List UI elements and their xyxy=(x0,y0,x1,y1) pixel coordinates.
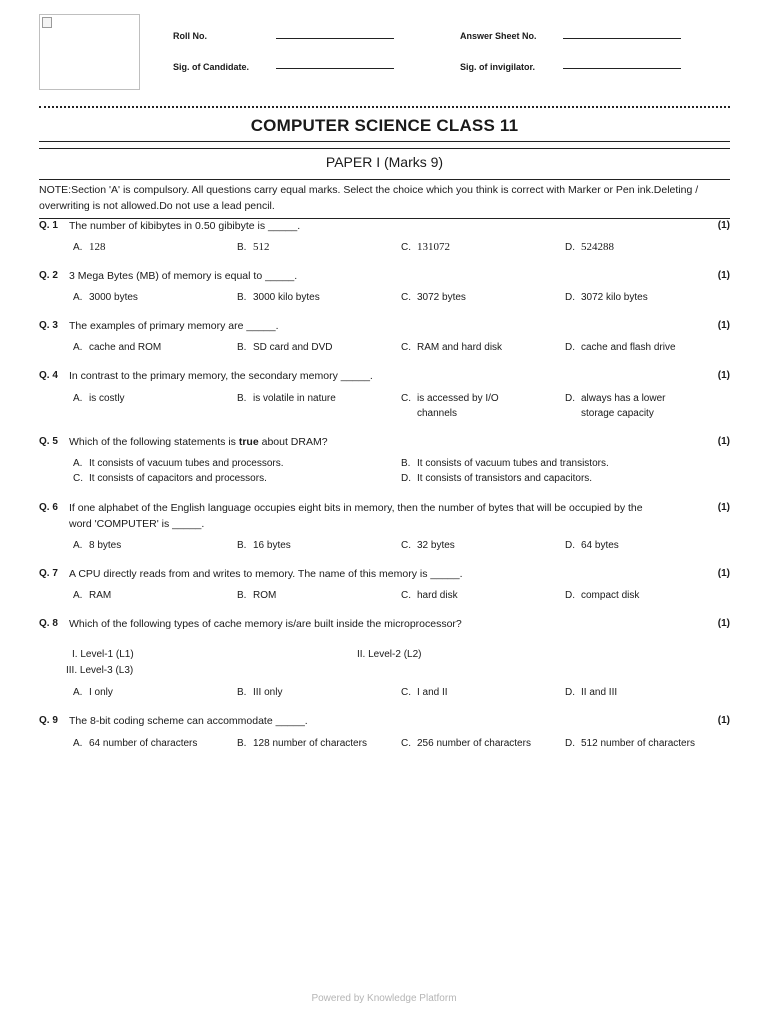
divider xyxy=(39,141,730,142)
option-a[interactable]: A. 128 xyxy=(73,241,106,253)
question-marks: (1) xyxy=(717,270,730,281)
question-marks: (1) xyxy=(717,320,730,331)
option-d[interactable]: D. It consists of transistors and capacitors. xyxy=(401,473,593,484)
option-a[interactable]: A. 3000 bytes xyxy=(73,292,138,303)
question-text: The examples of primary memory are _____. xyxy=(69,320,279,332)
sig-invigilator-label: Sig. of invigilator. xyxy=(460,62,536,72)
roll-no-line xyxy=(276,38,394,39)
sig-candidate-label: Sig. of Candidate. xyxy=(173,62,250,72)
logo-placeholder xyxy=(39,14,140,90)
roll-no-label: Roll No. xyxy=(173,31,207,41)
question-marks: (1) xyxy=(717,502,730,513)
statement-2: II. Level-2 (L2) xyxy=(357,649,422,660)
divider xyxy=(39,148,730,149)
option-d[interactable]: D. II and III xyxy=(565,687,618,698)
option-b[interactable]: B. ROM xyxy=(237,590,277,601)
option-d[interactable]: D. 512 number of characters xyxy=(565,738,695,749)
question-marks: (1) xyxy=(717,220,730,231)
option-b[interactable]: B. 16 bytes xyxy=(237,540,291,551)
question-text: The number of kibibytes in 0.50 gibibyte is _____. xyxy=(69,220,301,232)
footer-credit: Powered by Knowledge Platform xyxy=(311,993,457,1004)
dotted-divider xyxy=(39,106,730,108)
question-text: 3 Mega Bytes (MB) of memory is equal to _____. xyxy=(69,270,298,282)
option-d[interactable]: D. 3072 kilo bytes xyxy=(565,292,648,303)
option-d[interactable]: D. 64 bytes xyxy=(565,540,619,551)
option-b[interactable]: B. 512 xyxy=(237,241,270,253)
question-number: Q. 5 xyxy=(39,436,58,447)
option-c[interactable]: C. RAM and hard disk xyxy=(401,342,503,353)
option-b[interactable]: B. 128 number of characters xyxy=(237,738,367,749)
option-a[interactable]: A. 64 number of characters xyxy=(73,738,198,749)
question-text: Which of the following statements is true about DRAM? xyxy=(69,436,328,448)
option-b[interactable]: B. 3000 kilo bytes xyxy=(237,292,320,303)
question-text: Which of the following types of cache memory is/are built inside the microprocessor? xyxy=(69,618,462,630)
question-number: Q. 2 xyxy=(39,270,58,281)
answer-sheet-label: Answer Sheet No. xyxy=(460,31,537,41)
divider xyxy=(39,179,730,180)
question-text: If one alphabet of the English language occupies eight bits in memory, then the number of bytes that will be occupied by the word 'COMPUTER' is _____. xyxy=(69,502,643,530)
option-c[interactable]: C. It consists of capacitors and processors. xyxy=(73,473,267,484)
option-b[interactable]: B. III only xyxy=(237,687,283,698)
option-b[interactable]: B. SD card and DVD xyxy=(237,342,333,353)
option-a[interactable]: A. cache and ROM xyxy=(73,342,162,353)
option-a[interactable]: A. It consists of vacuum tubes and processors. xyxy=(73,458,284,469)
question-number: Q. 4 xyxy=(39,370,58,381)
option-c[interactable]: C. is accessed by I/O channels xyxy=(401,393,499,419)
option-c[interactable]: C. hard disk xyxy=(401,590,458,601)
option-a[interactable]: A. 8 bytes xyxy=(73,540,122,551)
question-number: Q. 9 xyxy=(39,715,58,726)
question-number: Q. 8 xyxy=(39,618,58,629)
option-d[interactable]: D. 524288 xyxy=(565,241,614,253)
option-c[interactable]: C. 32 bytes xyxy=(401,540,455,551)
answer-sheet-line xyxy=(563,38,681,39)
option-a[interactable]: A. I only xyxy=(73,687,113,698)
option-c[interactable]: C. 3072 bytes xyxy=(401,292,466,303)
option-a[interactable]: A. RAM xyxy=(73,590,112,601)
question-marks: (1) xyxy=(717,715,730,726)
option-c[interactable]: C. 131072 xyxy=(401,241,450,253)
page-title: COMPUTER SCIENCE CLASS 11 xyxy=(250,116,519,135)
option-b[interactable]: B. It consists of vacuum tubes and transistors. xyxy=(401,458,609,469)
question-marks: (1) xyxy=(717,618,730,629)
question-number: Q. 6 xyxy=(39,502,58,513)
option-d[interactable]: D. cache and flash drive xyxy=(565,342,676,353)
broken-image-icon xyxy=(42,17,52,28)
paper-title: PAPER I (Marks 9) xyxy=(325,154,444,170)
statement-3: III. Level-3 (L3) xyxy=(66,665,134,676)
question-text: A CPU directly reads from and writes to memory. The name of this memory is _____. xyxy=(69,568,463,580)
question-text: The 8-bit coding scheme can accommodate _____. xyxy=(69,715,308,727)
question-number: Q. 1 xyxy=(39,220,58,231)
option-d[interactable]: D. compact disk xyxy=(565,590,640,601)
sig-invigilator-line xyxy=(563,68,681,69)
option-c[interactable]: C. 256 number of characters xyxy=(401,738,531,749)
question-text: In contrast to the primary memory, the secondary memory _____. xyxy=(69,370,373,382)
sig-candidate-line xyxy=(276,68,394,69)
question-number: Q. 3 xyxy=(39,320,58,331)
option-c[interactable]: C. I and II xyxy=(401,687,448,698)
option-d[interactable]: D. always has a lower storage capacity xyxy=(565,393,666,419)
question-marks: (1) xyxy=(717,370,730,381)
question-number: Q. 7 xyxy=(39,568,58,579)
option-a[interactable]: A. is costly xyxy=(73,393,125,404)
question-marks: (1) xyxy=(717,436,730,447)
statement-1: I. Level-1 (L1) xyxy=(72,649,134,660)
question-marks: (1) xyxy=(717,568,730,579)
option-b[interactable]: B. is volatile in nature xyxy=(237,393,336,404)
instructions-note: NOTE:Section 'A' is compulsory. All questions carry equal marks. Select the choice which you think is correct with Marker or Pen ink.Deleting / overwriting is not allowed.Do not use a lead pencil. xyxy=(39,184,699,212)
